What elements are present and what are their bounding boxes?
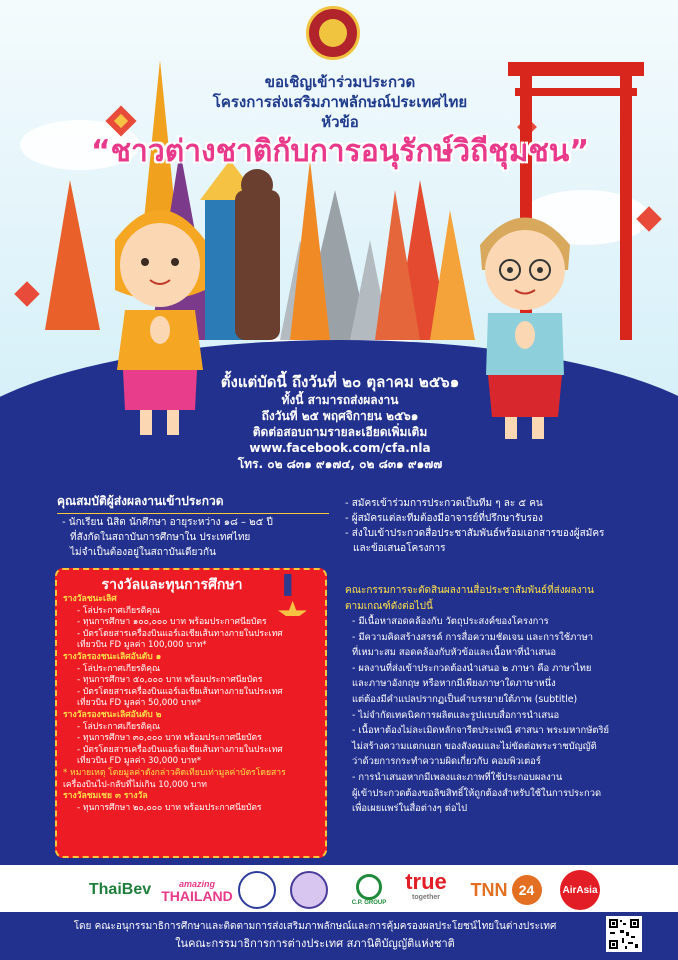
- facebook-link[interactable]: www.facebook.com/cfa.nla: [249, 441, 431, 455]
- invite-line-1: ขอเชิญเข้าร่วมประกวด: [264, 73, 416, 91]
- criteria-item: - ไม่จำกัดเทคนิคการผลิตและรูปแบบสื่อการนำเสนอ: [352, 709, 560, 721]
- mfa-seal-logo: [290, 871, 328, 909]
- criteria-item: แต่ต้องมีคำแปลปรากฏเป็นคำบรรยายใต้ภาพ (subtitle): [352, 693, 578, 705]
- criteria-heading: [345, 583, 635, 615]
- qualification-item: ที่สังกัดในสถาบันการศึกษาใน ประเทศไทย: [70, 532, 251, 543]
- phone-numbers: โทร. ๐๒ ๘๓๑ ๙๑๗๔, ๐๒ ๘๓๑ ๙๑๗๗: [237, 457, 443, 471]
- qualification-item: ไม่จำเป็นต้องอยู่ในสถาบันเดียวกัน: [70, 547, 216, 558]
- giant-statue: [235, 190, 280, 340]
- true-text: true: [405, 869, 447, 894]
- prize-item: เที่ยวบิน FD มูลค่า 30,000 บาท*: [77, 756, 202, 767]
- submission-period: ตั้งแต่บัดนี้ ถึงวันที่ ๒๐ ตุลาคม ๒๕๖๑: [220, 373, 460, 391]
- medal-star-icon: [272, 566, 306, 616]
- prize-item: - ทุนการศึกษา ๒๐,๐๐๐ บาท พร้อมประกาศนียบัตร: [77, 802, 262, 813]
- thailand-text: THAILAND: [161, 888, 233, 904]
- criteria-item: ว่าด้วยการกระทำความผิดเกี่ยวกับ คอมพิวเตอร์: [352, 756, 541, 768]
- criteria-item: ไม่สร้างความแตกแยก ของสังคมและไม่ขัดต่อพระราชบัญญัติ: [352, 740, 597, 752]
- prize-second-runner-heading: รางวัลรองชนะเลิศอันดับ ๒: [63, 709, 162, 720]
- cp-group-logo: [350, 871, 388, 909]
- rule-item: - ส่งใบเข้าประกวดสื่อประชาสัมพันธ์พร้อมเอกสารของผู้สมัคร: [345, 528, 605, 539]
- prize-item: - โล่ประกาศเกียรติคุณ: [77, 721, 160, 732]
- rule-item: - สมัครเข้าร่วมการประกวดเป็นทีม ๆ ละ ๕ คน: [345, 498, 543, 509]
- true-sub-text: together: [412, 894, 440, 901]
- prize-item: เที่ยวบิน FD มูลค่า 50,000 บาท*: [77, 698, 202, 709]
- tnn-number: 24: [512, 875, 542, 905]
- cp-icon: [356, 874, 382, 900]
- criteria-item: เพื่อเผยแพร่ในสื่อต่างๆ ต่อไป: [352, 803, 468, 815]
- prize-item: - โล่ประกาศเกียรติคุณ: [77, 605, 160, 616]
- airasia-logo: [560, 871, 600, 909]
- invitation-heading: [120, 72, 560, 132]
- prize-item: - ทุนการศึกษา ๑๐๐,๐๐๐ บาท พร้อมประกาศนียบัตร: [77, 617, 267, 628]
- submission-deadline: ถึงวันที่ ๒๕ พฤศจิกายน ๒๕๖๑: [261, 409, 419, 423]
- sponsor-logos: [0, 865, 678, 915]
- prize-first-runner-heading: รางวัลรองชนะเลิศอันดับ ๑: [63, 651, 162, 662]
- criteria-item: - มีเนื้อหาสอดคล้องกับ วัตถุประสงค์ของโครงการ: [352, 616, 549, 627]
- amazing-thailand-logo: [162, 871, 232, 909]
- cp-text: C.P. GROUP: [351, 900, 387, 906]
- criteria-item: และภาษาอังกฤษ หรือหากมีเพียงภาษาใดภาษาหนึ่ง: [352, 678, 556, 690]
- tnn-text: TNN: [470, 879, 508, 900]
- criteria-item: - เนื้อหาต้องไม่ละเมิดหลักจารีตประเพณี ศาสนา พระมหากษัตริย์: [352, 725, 609, 737]
- amazing-text: amazing: [178, 879, 215, 889]
- ministry-seal-logo: [238, 871, 276, 909]
- prize-item: - ทุนการศึกษา ๕๐,๐๐๐ บาท พร้อมประกาศนียบัตร: [77, 675, 263, 686]
- criteria-item: ผู้เข้าประกวดต้องขอลิขสิทธิ์ให้ถูกต้องสำหรับใช้ในการประกวด: [352, 787, 602, 799]
- prize-item: - บัตรโดยสารเครื่องบินแอร์เอเชียเส้นทางภายในประเทศ: [77, 686, 283, 697]
- invite-line-2: โครงการส่งเสริมภาพลักษณ์ประเทศไทย: [212, 93, 468, 111]
- team-rules: [345, 496, 635, 556]
- criteria-heading-line: คณะกรรมการจะตัดสินผลงานสื่อประชาสัมพันธ์ที่ส่งผลงาน: [345, 585, 594, 596]
- prize-note: * หมายเหตุ โดยมูลค่าดังกล่าวคิดเทียบเท่ามูลค่าบัตรโดยสาร: [63, 767, 286, 778]
- submission-note: ทั้งนี้ สามารถส่งผลงาน: [281, 393, 399, 407]
- prize-item: - ทุนการศึกษา ๓๐,๐๐๐ บาท พร้อมประกาศนียบัตร: [77, 733, 262, 744]
- criteria-heading-line: ตามเกณฑ์ดังต่อไปนี้: [345, 601, 433, 612]
- thaibev-logo: ThaiBev: [88, 881, 152, 898]
- contest-topic-title: “ชาวต่างชาติกับการอนุรักษ์วิถีชุมชน”: [90, 134, 590, 169]
- organizer-footer: [0, 912, 678, 960]
- tnn-logo: [460, 871, 552, 909]
- rule-item: และข้อเสนอโครงการ: [353, 543, 446, 554]
- airasia-text: AirAsia: [560, 870, 600, 910]
- prize-note-detail: เครื่องบินไป-กลับที่ไม่เกิน 10,000 บาท: [63, 779, 207, 790]
- schedule-info: [185, 372, 495, 472]
- qr-code-icon[interactable]: [606, 916, 642, 952]
- true-logo: [396, 871, 456, 909]
- qualification-item: - นักเรียน นิสิต นักศึกษา อายุระหว่าง ๑๘ – ๒๕ ปี: [62, 517, 273, 528]
- prizes-heading: รางวัลและทุนการศึกษา: [101, 577, 243, 593]
- organizer-line: โดย คณะอนุกรรมาธิการศึกษาและติดตามการส่งเสริมภาพลักษณ์และการคุ้มครองผลประโยชน์ไทยในต่างประเทศ: [73, 921, 557, 932]
- parliament-seal-logo: [306, 6, 360, 60]
- prize-item: - บัตรโดยสารเครื่องบินแอร์เอเชียเส้นทางภายในประเทศ: [77, 744, 283, 755]
- qualifications-heading: คุณสมบัติผู้ส่งผลงานเข้าประกวด: [57, 492, 329, 514]
- organizer-text: [20, 918, 610, 952]
- criteria-item: - มีความคิดสร้างสรรค์ การสื่อความชัดเจน และการใช้ภาษา: [352, 631, 593, 643]
- prize-item: - บัตรโดยสารเครื่องบินแอร์เอเชียเส้นทางภายในประเทศ: [77, 628, 283, 639]
- criteria-list: [352, 614, 642, 817]
- qualifications-list: [62, 515, 342, 560]
- prizes-list: [63, 594, 325, 814]
- organizer-line: ในคณะกรรมาธิการการต่างประเทศ สภานิติบัญญัติแห่งชาติ: [175, 937, 455, 950]
- stupa-left-2: [45, 180, 100, 330]
- contact-note: ติดต่อสอบถามรายละเอียดเพิ่มเติม: [252, 425, 428, 439]
- criteria-item: ที่เหมาะสม สอดคล้องกับหัวข้อและเนื้อหาที่นำเสนอ: [352, 647, 557, 659]
- prize-honor-heading: รางวัลชมเชย ๓ รางวัล: [63, 791, 148, 802]
- criteria-item: - ผลงานที่ส่งเข้าประกวดต้องนำเสนอ ๒ ภาษา คือ ภาษาไทย: [352, 662, 592, 674]
- rule-item: - ผู้สมัครแต่ละทีมต้องมีอาจารย์ที่ปรึกษารับรอง: [345, 513, 543, 524]
- invite-line-3: หัวข้อ: [321, 113, 359, 131]
- prize-item: เที่ยวบิน FD มูลค่า 100,000 บาท*: [77, 640, 207, 651]
- criteria-item: - การนำเสนอหากมีเพลงและภาพที่ใช้ประกอบผลงาน: [352, 771, 563, 783]
- prize-winner-heading: รางวัลชนะเลิศ: [63, 594, 117, 604]
- prize-item: - โล่ประกาศเกียรติคุณ: [77, 663, 160, 674]
